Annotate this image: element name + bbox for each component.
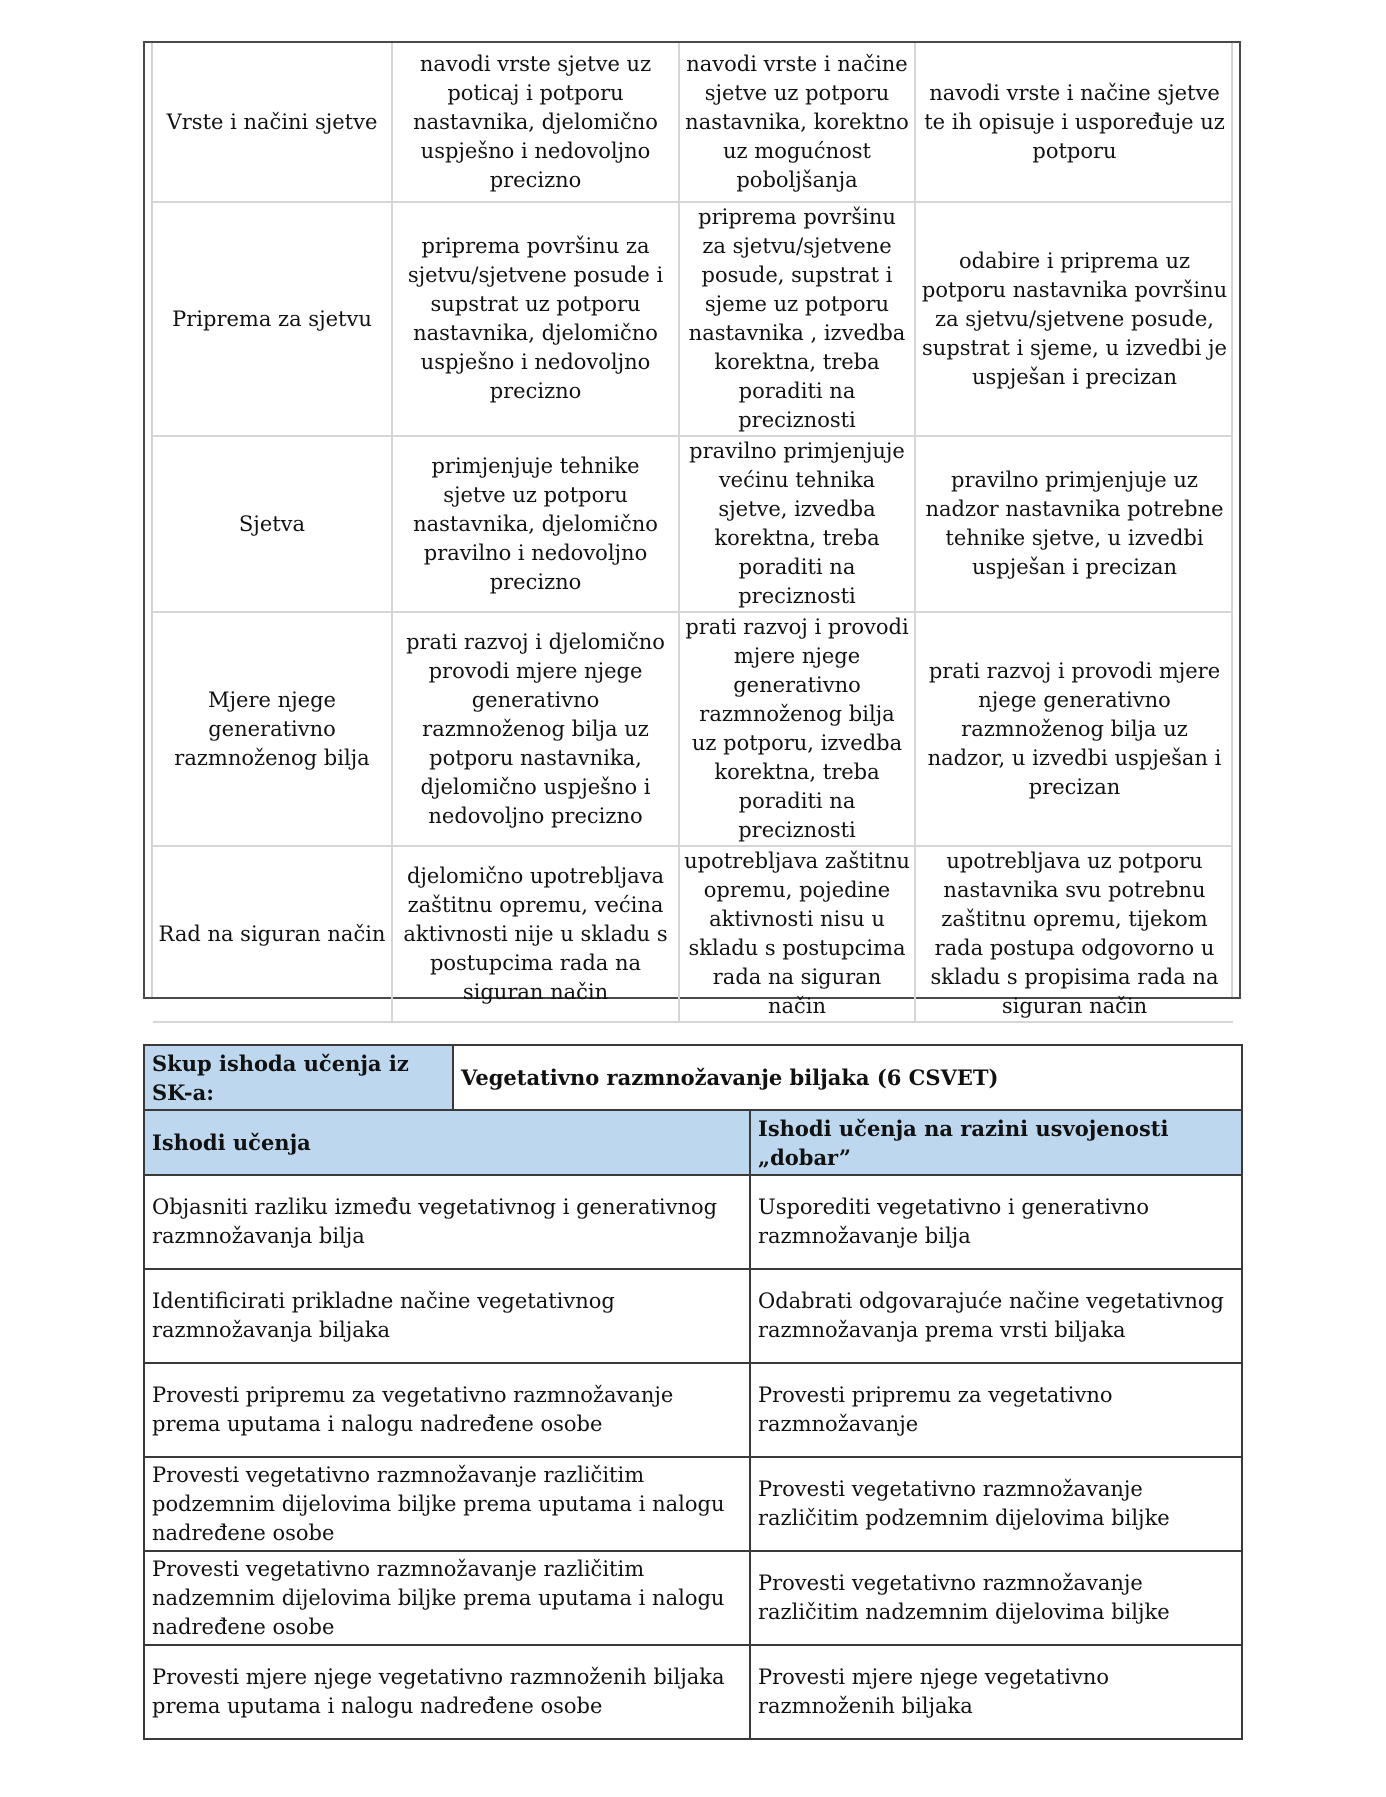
rubric-table-inner <box>151 43 1233 1018</box>
outcome-cell: Provesti vegetativno razmnožavanje različitim podzemnim dijelovima biljke prema uputama i nalogu nadređene osobe <box>144 1457 750 1551</box>
rubric-criterion: Priprema za sjetvu <box>153 202 392 436</box>
rubric-cell-level-1: priprema površinu za sjetvu/sjetvene posude i supstrat uz potporu nastavnika, djelomično uspješno i nedovoljno precizno <box>392 202 679 436</box>
rubric-criterion: Vrste i načini sjetve <box>153 43 392 202</box>
outcomes-set-value: Vegetativno razmnožavanje biljaka (6 CSVET) <box>453 1045 1242 1110</box>
outcome-cell: Objasniti razliku između vegetativnog i generativnog razmnožavanja bilja <box>144 1175 750 1269</box>
rubric-cell-level-2: prati razvoj i provodi mjere njege generativno razmnoženog bilja uz potporu, izvedba korektna, treba poraditi na preciznosti <box>679 612 915 846</box>
rubric-cell-level-2: navodi vrste i načine sjetve uz potporu nastavnika, korektno uz mogućnost poboljšanja <box>679 43 915 202</box>
outcomes-set-row <box>144 1045 1242 1110</box>
rubric-row <box>153 436 1233 612</box>
outcomes-row <box>144 1363 1242 1457</box>
rubric-row <box>153 846 1233 1022</box>
rubric-table <box>153 43 1233 1069</box>
outcomes-set-label: Skup ishoda učenja iz SK-a: <box>144 1045 453 1110</box>
rubric-row <box>153 43 1233 202</box>
outcome-level-cell: Odabrati odgovarajuće načine vegetativnog razmnožavanja prema vrsti biljaka <box>750 1269 1242 1363</box>
rubric-cell-level-2: pravilno primjenjuje većinu tehnika sjetve, izvedba korektna, treba poraditi na preciznosti <box>679 436 915 612</box>
rubric-cell-level-2: priprema površinu za sjetvu/sjetvene posude, supstrat i sjeme uz potporu nastavnika , izvedba korektna, treba poraditi na preciznosti <box>679 202 915 436</box>
rubric-criterion: Mjere njege generativno razmnoženog bilja <box>153 612 392 846</box>
rubric-criterion: Sjetva <box>153 436 392 612</box>
rubric-row <box>153 202 1233 436</box>
outcomes-row <box>144 1457 1242 1551</box>
rubric-cell-level-3: odabire i priprema uz potporu nastavnika površinu za sjetvu/sjetvene posude, supstrat i sjeme, u izvedbi je uspješan i precizan <box>915 202 1233 436</box>
rubric-table-frame <box>143 41 1241 1018</box>
outcomes-table <box>143 1044 1243 1740</box>
rubric-cell-level-3: pravilno primjenjuje uz nadzor nastavnika potrebne tehnike sjetve, u izvedbi uspješan i precizan <box>915 436 1233 612</box>
rubric-cell-level-3: upotrebljava uz potporu nastavnika svu potrebnu zaštitnu opremu, tijekom rada postupa odgovorno u skladu s propisima rada na siguran način <box>915 846 1233 1022</box>
rubric-cell-level-1: prati razvoj i djelomično provodi mjere njege generativno razmnoženog bilja uz potporu nastavnika, djelomično uspješno i nedovoljno precizno <box>392 612 679 846</box>
outcomes-header-row <box>144 1110 1242 1175</box>
rubric-cell-level-3: navodi vrste i načine sjetve te ih opisuje i uspoređuje uz potporu <box>915 43 1233 202</box>
rubric-cell-level-1: djelomično upotrebljava zaštitnu opremu, većina aktivnosti nije u skladu s postupcima rada na siguran način <box>392 846 679 1022</box>
outcome-level-cell: Provesti vegetativno razmnožavanje različitim podzemnim dijelovima biljke <box>750 1457 1242 1551</box>
outcome-level-cell: Provesti pripremu za vegetativno razmnožavanje <box>750 1363 1242 1457</box>
outcome-cell: Provesti mjere njege vegetativno razmnoženih biljaka prema uputama i nalogu nadređene osobe <box>144 1645 750 1739</box>
rubric-row <box>153 612 1233 846</box>
column-header-level: Ishodi učenja na razini usvojenosti „dobar” <box>750 1110 1242 1175</box>
outcome-level-cell: Provesti vegetativno razmnožavanje različitim nadzemnim dijelovima biljke <box>750 1551 1242 1645</box>
rubric-criterion: Rad na siguran način <box>153 846 392 1022</box>
column-header-outcomes: Ishodi učenja <box>144 1110 750 1175</box>
rubric-cell-level-1: navodi vrste sjetve uz poticaj i potporu nastavnika, djelomično uspješno i nedovoljno precizno <box>392 43 679 202</box>
outcome-cell: Provesti vegetativno razmnožavanje različitim nadzemnim dijelovima biljke prema uputama i nalogu nadređene osobe <box>144 1551 750 1645</box>
rubric-cell-level-3: prati razvoj i provodi mjere njege generativno razmnoženog bilja uz nadzor, u izvedbi uspješan i precizan <box>915 612 1233 846</box>
rubric-cell-level-2: upotrebljava zaštitnu opremu, pojedine aktivnosti nisu u skladu s postupcima rada na siguran način <box>679 846 915 1022</box>
rubric-cell-level-1: primjenjuje tehnike sjetve uz potporu nastavnika, djelomično pravilno i nedovoljno precizno <box>392 436 679 612</box>
outcomes-row <box>144 1269 1242 1363</box>
outcomes-row <box>144 1645 1242 1739</box>
outcome-level-cell: Provesti mjere njege vegetativno razmnoženih biljaka <box>750 1645 1242 1739</box>
outcome-cell: Provesti pripremu za vegetativno razmnožavanje prema uputama i nalogu nadređene osobe <box>144 1363 750 1457</box>
outcome-cell: Identificirati prikladne načine vegetativnog razmnožavanja biljaka <box>144 1269 750 1363</box>
outcome-level-cell: Usporediti vegetativno i generativno razmnožavanje bilja <box>750 1175 1242 1269</box>
outcomes-row <box>144 1175 1242 1269</box>
outcomes-row <box>144 1551 1242 1645</box>
